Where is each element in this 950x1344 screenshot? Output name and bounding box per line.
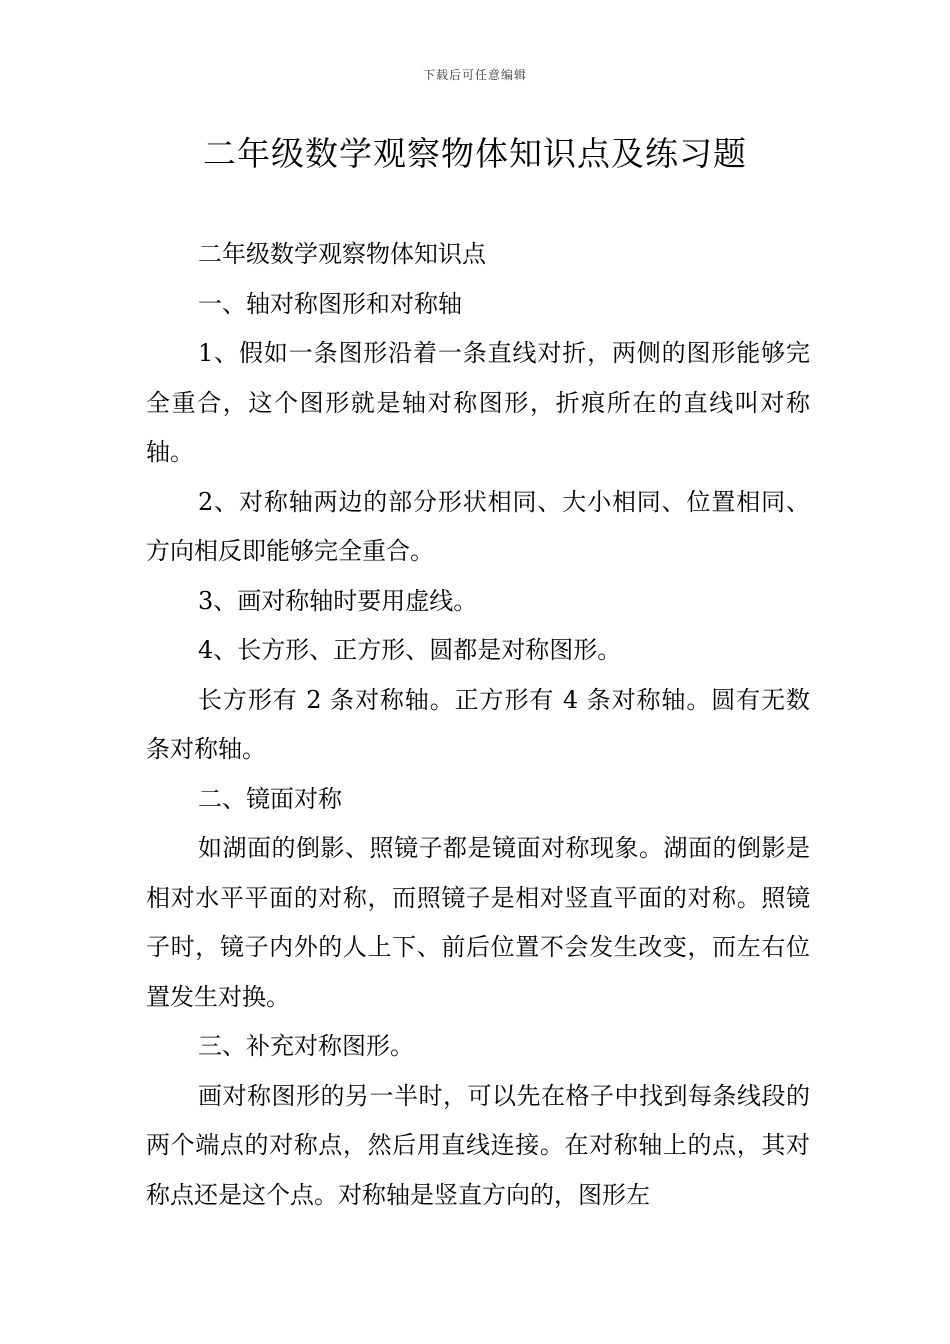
section-heading-axis-symmetry: 一、轴对称图形和对称轴 xyxy=(198,289,462,318)
document-body xyxy=(146,230,810,1220)
paragraph-point-4: 4、长方形、正方形、圆都是对称图形。 xyxy=(198,636,622,664)
paragraph-axis-counts: 长方形有 2 条对称轴。正方形有 4 条对称轴。圆有无数条对称轴。 xyxy=(146,685,810,763)
paragraph-complete-figures: 画对称图形的另一半时，可以先在格子中找到每条线段的两个端点的对称点，然后用直线连接。在对称轴上的点，其对称点还是这个点。对称轴是竖直方向的，图形左 xyxy=(146,1081,810,1209)
paragraph-point-3: 3、画对称轴时要用虚线。 xyxy=(198,586,478,615)
section-heading-mirror-symmetry: 二、镜面对称 xyxy=(198,784,342,813)
paragraph-point-1: 1、假如一条图形沿着一条直线对折，两侧的图形能够完全重合，这个图形就是轴对称图形，折痕所在的直线叫对称轴。 xyxy=(146,339,810,466)
paragraph-subtitle: 二年级数学观察物体知识点 xyxy=(198,240,486,268)
header-note: 下载后可任意编辑 xyxy=(422,68,527,82)
paragraph-mirror-symmetry: 如湖面的倒影、照镜子都是镜面对称现象。湖面的倒影是相对水平平面的对称，而照镜子是相对竖直平面的对称。照镜子时，镜子内外的人上下、前后位置不会发生改变，而左右位置发生对换。 xyxy=(146,834,810,1011)
document-title: 二年级数学观察物体知识点及练习题 xyxy=(203,134,747,173)
section-heading-complete-figures: 三、补充对称图形。 xyxy=(198,1032,414,1060)
paragraph-point-2: 2、对称轴两边的部分形状相同、大小相同、位置相同、方向相反即能够完全重合。 xyxy=(146,487,810,565)
